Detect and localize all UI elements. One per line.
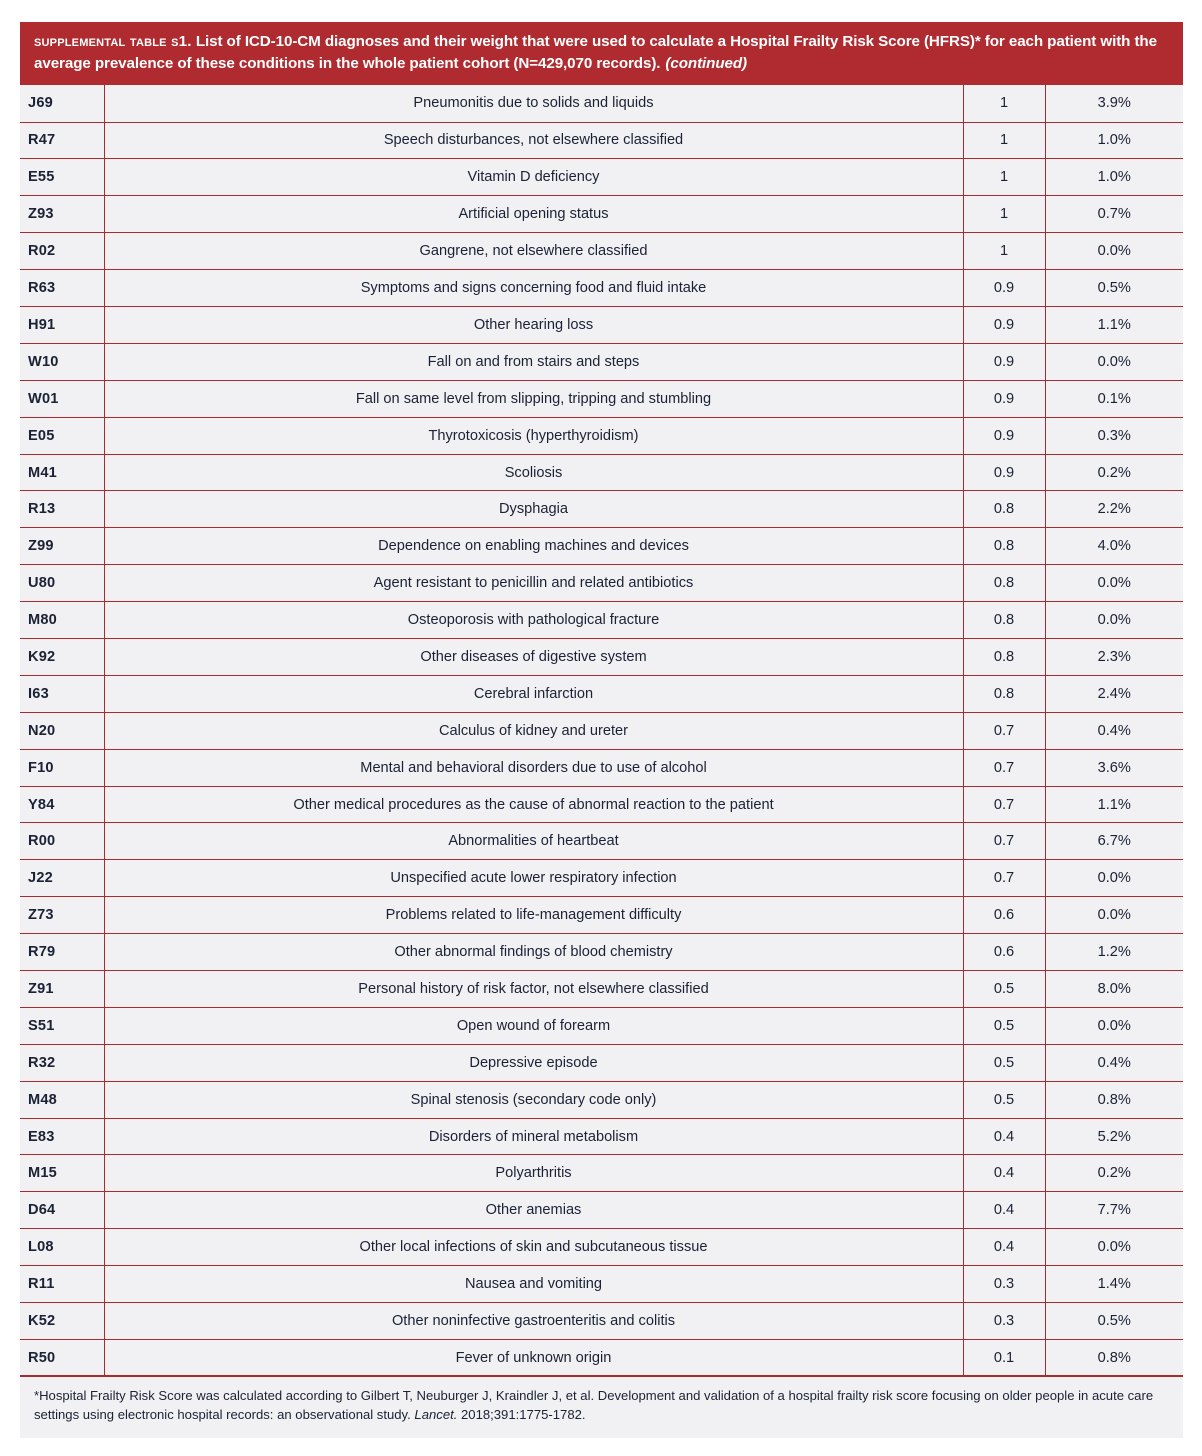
cell-prevalence: 0.5%: [1045, 1303, 1183, 1340]
table-row: [20, 897, 1183, 934]
table-row: [20, 1118, 1183, 1155]
cell-prevalence: 0.8%: [1045, 1339, 1183, 1376]
cell-icd-code: F10: [20, 749, 104, 786]
table-row: [20, 749, 1183, 786]
cell-icd-code: M15: [20, 1155, 104, 1192]
cell-icd-code: M41: [20, 454, 104, 491]
cell-icd-code: H91: [20, 307, 104, 344]
cell-prevalence: 0.0%: [1045, 565, 1183, 602]
cell-icd-code: U80: [20, 565, 104, 602]
cell-diagnosis-description: Spinal stenosis (secondary code only): [104, 1081, 963, 1118]
cell-icd-code: Y84: [20, 786, 104, 823]
cell-diagnosis-description: Polyarthritis: [104, 1155, 963, 1192]
cell-hfrs-weight: 0.3: [963, 1303, 1045, 1340]
cell-prevalence: 1.4%: [1045, 1266, 1183, 1303]
cell-icd-code: Z99: [20, 528, 104, 565]
cell-prevalence: 5.2%: [1045, 1118, 1183, 1155]
cell-hfrs-weight: 0.7: [963, 749, 1045, 786]
cell-diagnosis-description: Calculus of kidney and ureter: [104, 712, 963, 749]
cell-diagnosis-description: Other local infections of skin and subcutaneous tissue: [104, 1229, 963, 1266]
table-row: [20, 454, 1183, 491]
cell-icd-code: K92: [20, 639, 104, 676]
cell-hfrs-weight: 0.7: [963, 712, 1045, 749]
cell-diagnosis-description: Artificial opening status: [104, 196, 963, 233]
table-row: [20, 85, 1183, 122]
caption-line2: for each patient with the average prevalence of these conditions in the whole patient cohort (N=429,070 records).: [34, 33, 1157, 72]
cell-icd-code: K52: [20, 1303, 104, 1340]
cell-prevalence: 2.4%: [1045, 675, 1183, 712]
cell-diagnosis-description: Agent resistant to penicillin and related antibiotics: [104, 565, 963, 602]
cell-icd-code: W10: [20, 343, 104, 380]
cell-diagnosis-description: Cerebral infarction: [104, 675, 963, 712]
cell-hfrs-weight: 0.9: [963, 417, 1045, 454]
cell-diagnosis-description: Other anemias: [104, 1192, 963, 1229]
cell-diagnosis-description: Other diseases of digestive system: [104, 639, 963, 676]
table-row: [20, 565, 1183, 602]
cell-diagnosis-description: Mental and behavioral disorders due to use of alcohol: [104, 749, 963, 786]
table-row: [20, 417, 1183, 454]
table-row: [20, 270, 1183, 307]
cell-diagnosis-description: Dependence on enabling machines and devices: [104, 528, 963, 565]
cell-prevalence: 0.4%: [1045, 1044, 1183, 1081]
cell-icd-code: J69: [20, 85, 104, 122]
table-row: [20, 675, 1183, 712]
cell-prevalence: 0.1%: [1045, 380, 1183, 417]
cell-icd-code: R47: [20, 122, 104, 159]
cell-hfrs-weight: 1: [963, 196, 1045, 233]
cell-diagnosis-description: Other abnormal findings of blood chemistry: [104, 934, 963, 971]
cell-prevalence: 6.7%: [1045, 823, 1183, 860]
cell-icd-code: R00: [20, 823, 104, 860]
cell-prevalence: 0.0%: [1045, 343, 1183, 380]
cell-prevalence: 0.0%: [1045, 602, 1183, 639]
cell-diagnosis-description: Nausea and vomiting: [104, 1266, 963, 1303]
cell-icd-code: R32: [20, 1044, 104, 1081]
cell-hfrs-weight: 1: [963, 233, 1045, 270]
cell-icd-code: R02: [20, 233, 104, 270]
cell-prevalence: 7.7%: [1045, 1192, 1183, 1229]
cell-icd-code: Z73: [20, 897, 104, 934]
cell-diagnosis-description: Other noninfective gastroenteritis and colitis: [104, 1303, 963, 1340]
table-row: [20, 823, 1183, 860]
cell-prevalence: 0.2%: [1045, 1155, 1183, 1192]
cell-diagnosis-description: Fall on same level from slipping, tripping and stumbling: [104, 380, 963, 417]
cell-prevalence: 0.0%: [1045, 897, 1183, 934]
cell-icd-code: R13: [20, 491, 104, 528]
cell-icd-code: J22: [20, 860, 104, 897]
cell-prevalence: 1.0%: [1045, 159, 1183, 196]
table-row: [20, 491, 1183, 528]
table-row: [20, 343, 1183, 380]
cell-icd-code: R50: [20, 1339, 104, 1376]
table-row: [20, 1155, 1183, 1192]
cell-icd-code: N20: [20, 712, 104, 749]
cell-hfrs-weight: 0.5: [963, 971, 1045, 1008]
cell-prevalence: 2.3%: [1045, 639, 1183, 676]
cell-diagnosis-description: Vitamin D deficiency: [104, 159, 963, 196]
table-row: [20, 1081, 1183, 1118]
cell-diagnosis-description: Gangrene, not elsewhere classified: [104, 233, 963, 270]
footnote-text-part1: *Hospital Frailty Risk Score was calculated according to Gilbert T, Neuburger J, Kraindler J, et al. Development and validation of a hospital frailty risk score focusing on older people in acute care settings using electronic hospital records: an observational study.: [34, 1388, 1154, 1423]
cell-diagnosis-description: Dysphagia: [104, 491, 963, 528]
table-row: [20, 528, 1183, 565]
cell-prevalence: 0.8%: [1045, 1081, 1183, 1118]
table-row: [20, 786, 1183, 823]
cell-hfrs-weight: 0.4: [963, 1118, 1045, 1155]
cell-prevalence: 2.2%: [1045, 491, 1183, 528]
cell-icd-code: M48: [20, 1081, 104, 1118]
cell-icd-code: W01: [20, 380, 104, 417]
cell-prevalence: 8.0%: [1045, 971, 1183, 1008]
cell-icd-code: I63: [20, 675, 104, 712]
cell-hfrs-weight: 0.9: [963, 380, 1045, 417]
cell-diagnosis-description: Thyrotoxicosis (hyperthyroidism): [104, 417, 963, 454]
cell-diagnosis-description: Problems related to life-management difficulty: [104, 897, 963, 934]
cell-hfrs-weight: 1: [963, 122, 1045, 159]
table-row: [20, 639, 1183, 676]
cell-icd-code: R11: [20, 1266, 104, 1303]
table-row: [20, 602, 1183, 639]
cell-prevalence: 0.0%: [1045, 233, 1183, 270]
table-row: [20, 860, 1183, 897]
cell-hfrs-weight: 0.4: [963, 1229, 1045, 1266]
cell-prevalence: 1.1%: [1045, 307, 1183, 344]
cell-diagnosis-description: Fall on and from stairs and steps: [104, 343, 963, 380]
cell-prevalence: 0.3%: [1045, 417, 1183, 454]
footnote-journal-name: Lancet.: [414, 1407, 458, 1423]
cell-icd-code: E55: [20, 159, 104, 196]
table-row: [20, 971, 1183, 1008]
supplemental-table-s1: [20, 22, 1183, 1438]
cell-icd-code: S51: [20, 1007, 104, 1044]
table-row: [20, 1303, 1183, 1340]
cell-prevalence: 1.0%: [1045, 122, 1183, 159]
caption-continued: (continued): [665, 54, 747, 72]
cell-hfrs-weight: 0.8: [963, 528, 1045, 565]
table-caption: [20, 22, 1183, 85]
cell-prevalence: 3.6%: [1045, 749, 1183, 786]
cell-hfrs-weight: 0.5: [963, 1081, 1045, 1118]
cell-diagnosis-description: Unspecified acute lower respiratory infection: [104, 860, 963, 897]
cell-hfrs-weight: 0.9: [963, 343, 1045, 380]
cell-prevalence: 0.7%: [1045, 196, 1183, 233]
cell-icd-code: M80: [20, 602, 104, 639]
table-row: [20, 1266, 1183, 1303]
table-row: [20, 1339, 1183, 1376]
table-row: [20, 159, 1183, 196]
footnote-text-part2: 2018;391:1775-1782.: [457, 1407, 586, 1423]
cell-hfrs-weight: 0.1: [963, 1339, 1045, 1376]
cell-icd-code: R79: [20, 934, 104, 971]
hfrs-diagnoses-table: [20, 85, 1183, 1377]
cell-icd-code: L08: [20, 1229, 104, 1266]
cell-hfrs-weight: 0.8: [963, 565, 1045, 602]
caption-line1: List of ICD-10-CM diagnoses and their weight that were used to calculate a Hospital Frailty Risk Score (HFRS)*: [191, 33, 981, 50]
cell-prevalence: 0.5%: [1045, 270, 1183, 307]
cell-hfrs-weight: 0.4: [963, 1155, 1045, 1192]
cell-icd-code: E05: [20, 417, 104, 454]
cell-hfrs-weight: 0.7: [963, 860, 1045, 897]
table-row: [20, 1007, 1183, 1044]
cell-diagnosis-description: Open wound of forearm: [104, 1007, 963, 1044]
cell-hfrs-weight: 0.9: [963, 454, 1045, 491]
cell-prevalence: 0.2%: [1045, 454, 1183, 491]
cell-diagnosis-description: Personal history of risk factor, not elsewhere classified: [104, 971, 963, 1008]
cell-hfrs-weight: 0.6: [963, 897, 1045, 934]
table-row: [20, 1229, 1183, 1266]
cell-prevalence: 0.0%: [1045, 1229, 1183, 1266]
cell-icd-code: Z93: [20, 196, 104, 233]
cell-diagnosis-description: Fever of unknown origin: [104, 1339, 963, 1376]
cell-hfrs-weight: 0.6: [963, 934, 1045, 971]
cell-diagnosis-description: Osteoporosis with pathological fracture: [104, 602, 963, 639]
cell-diagnosis-description: Depressive episode: [104, 1044, 963, 1081]
table-row: [20, 122, 1183, 159]
table-body: [20, 85, 1183, 1376]
cell-prevalence: 0.0%: [1045, 860, 1183, 897]
cell-hfrs-weight: 1: [963, 85, 1045, 122]
cell-diagnosis-description: Symptoms and signs concerning food and fluid intake: [104, 270, 963, 307]
cell-hfrs-weight: 0.8: [963, 675, 1045, 712]
cell-hfrs-weight: 1: [963, 159, 1045, 196]
table-row: [20, 196, 1183, 233]
table-row: [20, 1044, 1183, 1081]
cell-prevalence: 1.2%: [1045, 934, 1183, 971]
cell-prevalence: 0.4%: [1045, 712, 1183, 749]
cell-diagnosis-description: Disorders of mineral metabolism: [104, 1118, 963, 1155]
table-row: [20, 712, 1183, 749]
cell-prevalence: 3.9%: [1045, 85, 1183, 122]
cell-diagnosis-description: Other medical procedures as the cause of abnormal reaction to the patient: [104, 786, 963, 823]
table-row: [20, 307, 1183, 344]
cell-prevalence: 4.0%: [1045, 528, 1183, 565]
cell-hfrs-weight: 0.9: [963, 307, 1045, 344]
cell-icd-code: R63: [20, 270, 104, 307]
caption-label: supplemental table s1.: [34, 33, 192, 50]
cell-diagnosis-description: Abnormalities of heartbeat: [104, 823, 963, 860]
cell-diagnosis-description: Scoliosis: [104, 454, 963, 491]
cell-hfrs-weight: 0.4: [963, 1192, 1045, 1229]
cell-prevalence: 1.1%: [1045, 786, 1183, 823]
cell-prevalence: 0.0%: [1045, 1007, 1183, 1044]
cell-hfrs-weight: 0.8: [963, 491, 1045, 528]
table-footnote: [20, 1377, 1183, 1437]
cell-icd-code: Z91: [20, 971, 104, 1008]
table-row: [20, 233, 1183, 270]
cell-hfrs-weight: 0.5: [963, 1007, 1045, 1044]
cell-hfrs-weight: 0.8: [963, 602, 1045, 639]
cell-hfrs-weight: 0.5: [963, 1044, 1045, 1081]
cell-hfrs-weight: 0.7: [963, 823, 1045, 860]
cell-hfrs-weight: 0.8: [963, 639, 1045, 676]
cell-diagnosis-description: Other hearing loss: [104, 307, 963, 344]
table-row: [20, 380, 1183, 417]
cell-diagnosis-description: Pneumonitis due to solids and liquids: [104, 85, 963, 122]
cell-hfrs-weight: 0.3: [963, 1266, 1045, 1303]
table-row: [20, 1192, 1183, 1229]
table-row: [20, 934, 1183, 971]
cell-icd-code: E83: [20, 1118, 104, 1155]
cell-icd-code: D64: [20, 1192, 104, 1229]
cell-diagnosis-description: Speech disturbances, not elsewhere classified: [104, 122, 963, 159]
cell-hfrs-weight: 0.7: [963, 786, 1045, 823]
cell-hfrs-weight: 0.9: [963, 270, 1045, 307]
